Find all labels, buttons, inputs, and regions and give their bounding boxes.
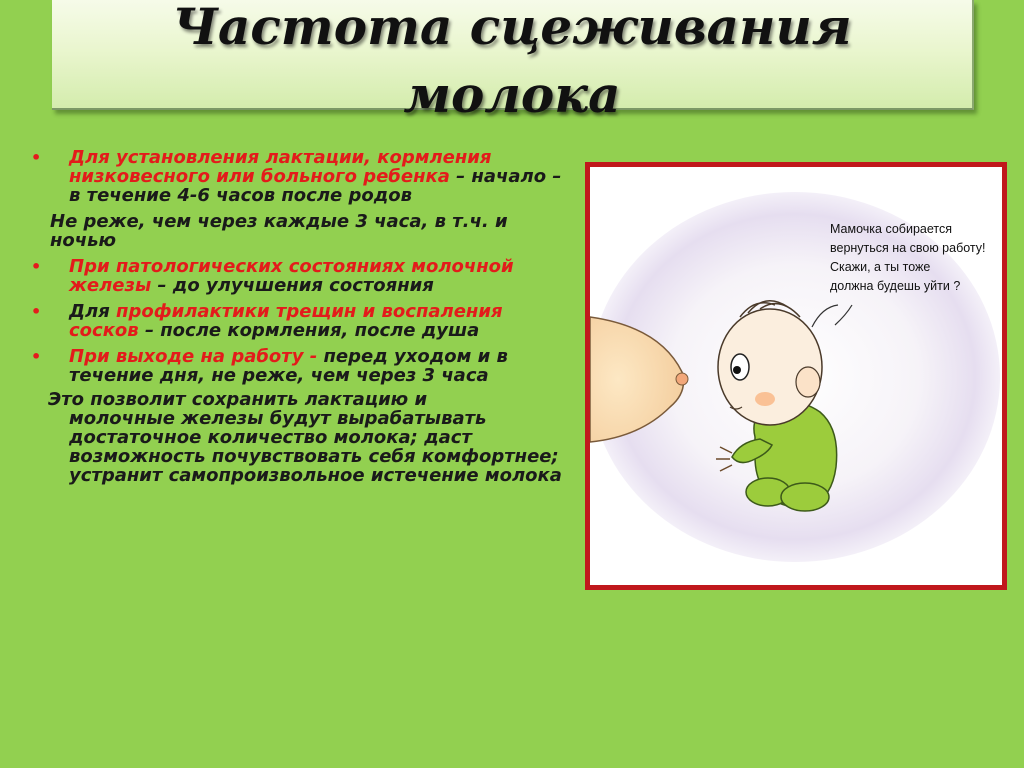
speech-bubble-text [830, 220, 1000, 296]
content-text-block [28, 148, 573, 485]
page-title-line-1: Частота сцеживания [172, 0, 852, 56]
conclusion-first-line: Это позволит сохранить лактацию и [48, 389, 428, 410]
bullet-icon: • [31, 302, 42, 321]
item-prefix: Для [69, 301, 117, 322]
speech-line: вернуться на свою работу! [830, 241, 986, 255]
item-highlight: Для установления лактации, кормления низковесного или больного ребенка [69, 147, 492, 187]
speech-line: должна будешь уйти ? [830, 279, 961, 293]
title-banner [52, 0, 974, 124]
list-item-work [28, 347, 573, 385]
bullet-icon: • [31, 257, 42, 276]
speech-line: Мамочка собирается [830, 222, 952, 236]
baby-leg [781, 483, 829, 511]
bullet-icon: • [31, 347, 42, 366]
item-highlight: При патологических состояниях молочной железы [69, 256, 514, 296]
baby-ear [796, 367, 820, 397]
conclusion-rest: молочные железы будут вырабатывать достаточное количество молока; даст возможность почувствовать себя комфортнее; устранит самопроизвольное истечение молока [69, 408, 562, 486]
conclusion-text [28, 390, 573, 485]
item-text: – начало – в течение 4-6 часов после родов [69, 166, 562, 206]
list-item-pathology [28, 257, 573, 295]
illustration-frame [585, 162, 1007, 590]
item-highlight: профилактики трещин и воспаления сосков [69, 301, 503, 341]
baby-cheek [755, 392, 775, 406]
item-text: – до улучшения состояния [151, 275, 434, 296]
item-text: – после кормления, после душа [138, 320, 480, 341]
baby-eye [731, 354, 749, 380]
speech-line: Скажи, а ты тоже [830, 260, 931, 274]
baby-pupil [733, 366, 741, 374]
item-highlight: При выходе на работу - [69, 346, 318, 367]
list-item-lactation [28, 148, 573, 205]
item-text: перед уходом и в течение дня, не реже, чем через 3 часа [69, 346, 508, 386]
note-frequency: Не реже, чем через каждые 3 часа, в т.ч. и ночью [50, 211, 508, 251]
bullet-icon: • [31, 148, 42, 167]
nipple-shape [676, 373, 688, 385]
page-title-line-2: молока [403, 65, 621, 124]
list-item-prevention [28, 302, 573, 340]
